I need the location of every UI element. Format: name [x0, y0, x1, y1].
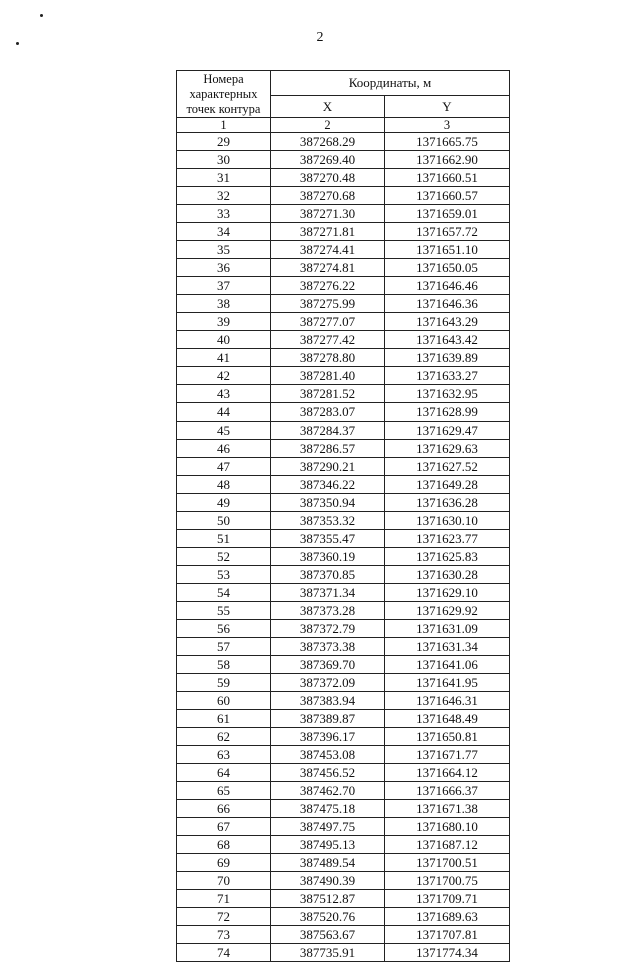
- point-number-cell: 64: [177, 764, 271, 782]
- x-coordinate-cell: 387277.42: [271, 331, 385, 349]
- y-coordinate-cell: 1371629.92: [385, 601, 510, 619]
- y-coordinate-cell: 1371630.10: [385, 511, 510, 529]
- x-coordinate-cell: 387277.07: [271, 313, 385, 331]
- x-coordinate-cell: 387520.76: [271, 908, 385, 926]
- point-number-cell: 34: [177, 223, 271, 241]
- column-number: 3: [385, 118, 510, 133]
- table-row: [177, 619, 510, 637]
- x-coordinate-cell: 387360.19: [271, 547, 385, 565]
- table-row: [177, 637, 510, 655]
- point-number-cell: 53: [177, 565, 271, 583]
- x-coordinate-cell: 387490.39: [271, 872, 385, 890]
- table-row: [177, 223, 510, 241]
- x-coordinate-cell: 387369.70: [271, 655, 385, 673]
- x-coordinate-cell: 387735.91: [271, 944, 385, 962]
- point-number-cell: 44: [177, 403, 271, 421]
- x-coordinate-cell: 387372.09: [271, 673, 385, 691]
- coordinates-table-body: [177, 133, 510, 962]
- x-coordinate-cell: 387276.22: [271, 277, 385, 295]
- table-row: [177, 295, 510, 313]
- y-coordinate-cell: 1371700.75: [385, 872, 510, 890]
- y-coordinate-cell: 1371633.27: [385, 367, 510, 385]
- column-number: 1: [177, 118, 271, 133]
- table-row: [177, 746, 510, 764]
- point-number-cell: 68: [177, 836, 271, 854]
- table-row: [177, 908, 510, 926]
- point-number-cell: 32: [177, 187, 271, 205]
- table-row: [177, 151, 510, 169]
- x-coordinate-cell: 387373.38: [271, 637, 385, 655]
- y-coordinate-cell: 1371709.71: [385, 890, 510, 908]
- y-coordinate-cell: 1371650.05: [385, 259, 510, 277]
- table-row: [177, 800, 510, 818]
- point-number-cell: 54: [177, 583, 271, 601]
- point-number-cell: 49: [177, 493, 271, 511]
- table-row: [177, 205, 510, 223]
- column-number: 2: [271, 118, 385, 133]
- table-row: [177, 836, 510, 854]
- x-coordinate-cell: 387268.29: [271, 133, 385, 151]
- y-coordinate-cell: 1371648.49: [385, 710, 510, 728]
- point-number-cell: 62: [177, 728, 271, 746]
- point-number-cell: 61: [177, 710, 271, 728]
- point-number-cell: 57: [177, 637, 271, 655]
- table-row: [177, 385, 510, 403]
- y-coordinate-cell: 1371641.06: [385, 655, 510, 673]
- table-row: [177, 529, 510, 547]
- coordinates-table: [176, 70, 510, 962]
- point-number-cell: 45: [177, 421, 271, 439]
- table-row: [177, 475, 510, 493]
- x-coordinate-cell: 387290.21: [271, 457, 385, 475]
- table-row: [177, 241, 510, 259]
- y-coordinate-cell: 1371623.77: [385, 529, 510, 547]
- header-x: X: [271, 95, 385, 117]
- y-coordinate-cell: 1371636.28: [385, 493, 510, 511]
- x-coordinate-cell: 387284.37: [271, 421, 385, 439]
- x-coordinate-cell: 387278.80: [271, 349, 385, 367]
- table-row: [177, 511, 510, 529]
- y-coordinate-cell: 1371631.34: [385, 637, 510, 655]
- header-point-numbers: Номера характерных точек контура: [177, 71, 271, 118]
- y-coordinate-cell: 1371662.90: [385, 151, 510, 169]
- y-coordinate-cell: 1371680.10: [385, 818, 510, 836]
- y-coordinate-cell: 1371629.63: [385, 439, 510, 457]
- table-row: [177, 782, 510, 800]
- table-row: [177, 601, 510, 619]
- table-row: [177, 818, 510, 836]
- point-number-cell: 63: [177, 746, 271, 764]
- table-row: [177, 926, 510, 944]
- header-coordinates: Координаты, м: [271, 71, 510, 96]
- y-coordinate-cell: 1371650.81: [385, 728, 510, 746]
- y-coordinate-cell: 1371687.12: [385, 836, 510, 854]
- y-coordinate-cell: 1371643.42: [385, 331, 510, 349]
- x-coordinate-cell: 387396.17: [271, 728, 385, 746]
- page-number: 2: [316, 30, 324, 45]
- header-y: Y: [385, 95, 510, 117]
- point-number-cell: 30: [177, 151, 271, 169]
- x-coordinate-cell: 387456.52: [271, 764, 385, 782]
- y-coordinate-cell: 1371660.57: [385, 187, 510, 205]
- x-coordinate-cell: 387453.08: [271, 746, 385, 764]
- table-row: [177, 854, 510, 872]
- point-number-cell: 38: [177, 295, 271, 313]
- y-coordinate-cell: 1371664.12: [385, 764, 510, 782]
- x-coordinate-cell: 387370.85: [271, 565, 385, 583]
- point-number-cell: 55: [177, 601, 271, 619]
- point-number-cell: 72: [177, 908, 271, 926]
- x-coordinate-cell: 387346.22: [271, 475, 385, 493]
- point-number-cell: 51: [177, 529, 271, 547]
- x-coordinate-cell: 387512.87: [271, 890, 385, 908]
- point-number-cell: 48: [177, 475, 271, 493]
- x-coordinate-cell: 387270.68: [271, 187, 385, 205]
- table-row: [177, 421, 510, 439]
- x-coordinate-cell: 387495.13: [271, 836, 385, 854]
- table-row: [177, 331, 510, 349]
- x-coordinate-cell: 387563.67: [271, 926, 385, 944]
- x-coordinate-cell: 387274.41: [271, 241, 385, 259]
- table-row: [177, 547, 510, 565]
- y-coordinate-cell: 1371631.09: [385, 619, 510, 637]
- table-row: [177, 133, 510, 151]
- point-number-cell: 56: [177, 619, 271, 637]
- y-coordinate-cell: 1371651.10: [385, 241, 510, 259]
- x-coordinate-cell: 387271.81: [271, 223, 385, 241]
- point-number-cell: 41: [177, 349, 271, 367]
- y-coordinate-cell: 1371700.51: [385, 854, 510, 872]
- x-coordinate-cell: 387269.40: [271, 151, 385, 169]
- scan-speck: [40, 14, 43, 17]
- x-coordinate-cell: 387355.47: [271, 529, 385, 547]
- y-coordinate-cell: 1371625.83: [385, 547, 510, 565]
- point-number-cell: 67: [177, 818, 271, 836]
- point-number-cell: 58: [177, 655, 271, 673]
- x-coordinate-cell: 387489.54: [271, 854, 385, 872]
- x-coordinate-cell: 387497.75: [271, 818, 385, 836]
- y-coordinate-cell: 1371630.28: [385, 565, 510, 583]
- point-number-cell: 36: [177, 259, 271, 277]
- x-coordinate-cell: 387372.79: [271, 619, 385, 637]
- point-number-cell: 35: [177, 241, 271, 259]
- y-coordinate-cell: 1371646.31: [385, 691, 510, 709]
- point-number-cell: 31: [177, 169, 271, 187]
- y-coordinate-cell: 1371657.72: [385, 223, 510, 241]
- y-coordinate-cell: 1371646.36: [385, 295, 510, 313]
- point-number-cell: 74: [177, 944, 271, 962]
- point-number-cell: 46: [177, 439, 271, 457]
- y-coordinate-cell: 1371666.37: [385, 782, 510, 800]
- x-coordinate-cell: 387475.18: [271, 800, 385, 818]
- table-row: [177, 673, 510, 691]
- y-coordinate-cell: 1371649.28: [385, 475, 510, 493]
- point-number-cell: 52: [177, 547, 271, 565]
- y-coordinate-cell: 1371629.47: [385, 421, 510, 439]
- y-coordinate-cell: 1371628.99: [385, 403, 510, 421]
- table-row: [177, 349, 510, 367]
- x-coordinate-cell: 387281.40: [271, 367, 385, 385]
- point-number-cell: 66: [177, 800, 271, 818]
- table-row: [177, 583, 510, 601]
- table-row: [177, 169, 510, 187]
- y-coordinate-cell: 1371632.95: [385, 385, 510, 403]
- x-coordinate-cell: 387275.99: [271, 295, 385, 313]
- y-coordinate-cell: 1371707.81: [385, 926, 510, 944]
- table-row: [177, 313, 510, 331]
- point-number-cell: 37: [177, 277, 271, 295]
- x-coordinate-cell: 387286.57: [271, 439, 385, 457]
- x-coordinate-cell: 387353.32: [271, 511, 385, 529]
- table-row: [177, 187, 510, 205]
- point-number-cell: 29: [177, 133, 271, 151]
- y-coordinate-cell: 1371689.63: [385, 908, 510, 926]
- x-coordinate-cell: 387373.28: [271, 601, 385, 619]
- table-row: [177, 367, 510, 385]
- point-number-cell: 73: [177, 926, 271, 944]
- point-number-cell: 40: [177, 331, 271, 349]
- y-coordinate-cell: 1371643.29: [385, 313, 510, 331]
- table-row: [177, 691, 510, 709]
- x-coordinate-cell: 387281.52: [271, 385, 385, 403]
- point-number-cell: 33: [177, 205, 271, 223]
- table-row: [177, 890, 510, 908]
- table-row: [177, 439, 510, 457]
- point-number-cell: 65: [177, 782, 271, 800]
- table-row: [177, 493, 510, 511]
- table-row: [177, 457, 510, 475]
- table-row: [177, 872, 510, 890]
- table-row: [177, 728, 510, 746]
- y-coordinate-cell: 1371671.38: [385, 800, 510, 818]
- x-coordinate-cell: 387462.70: [271, 782, 385, 800]
- y-coordinate-cell: 1371665.75: [385, 133, 510, 151]
- y-coordinate-cell: 1371660.51: [385, 169, 510, 187]
- point-number-cell: 71: [177, 890, 271, 908]
- x-coordinate-cell: 387283.07: [271, 403, 385, 421]
- y-coordinate-cell: 1371641.95: [385, 673, 510, 691]
- point-number-cell: 50: [177, 511, 271, 529]
- y-coordinate-cell: 1371646.46: [385, 277, 510, 295]
- table-row: [177, 277, 510, 295]
- x-coordinate-cell: 387271.30: [271, 205, 385, 223]
- table-row: [177, 565, 510, 583]
- point-number-cell: 70: [177, 872, 271, 890]
- point-number-cell: 47: [177, 457, 271, 475]
- x-coordinate-cell: 387274.81: [271, 259, 385, 277]
- y-coordinate-cell: 1371629.10: [385, 583, 510, 601]
- point-number-cell: 42: [177, 367, 271, 385]
- y-coordinate-cell: 1371671.77: [385, 746, 510, 764]
- y-coordinate-cell: 1371639.89: [385, 349, 510, 367]
- table-row: [177, 403, 510, 421]
- x-coordinate-cell: 387389.87: [271, 710, 385, 728]
- table-row: [177, 259, 510, 277]
- point-number-cell: 69: [177, 854, 271, 872]
- y-coordinate-cell: 1371627.52: [385, 457, 510, 475]
- x-coordinate-cell: 387270.48: [271, 169, 385, 187]
- table-row: [177, 944, 510, 962]
- x-coordinate-cell: 387383.94: [271, 691, 385, 709]
- y-coordinate-cell: 1371774.34: [385, 944, 510, 962]
- table-row: [177, 710, 510, 728]
- table-row: [177, 655, 510, 673]
- point-number-cell: 59: [177, 673, 271, 691]
- point-number-cell: 39: [177, 313, 271, 331]
- x-coordinate-cell: 387371.34: [271, 583, 385, 601]
- point-number-cell: 43: [177, 385, 271, 403]
- x-coordinate-cell: 387350.94: [271, 493, 385, 511]
- point-number-cell: 60: [177, 691, 271, 709]
- y-coordinate-cell: 1371659.01: [385, 205, 510, 223]
- table-row: [177, 764, 510, 782]
